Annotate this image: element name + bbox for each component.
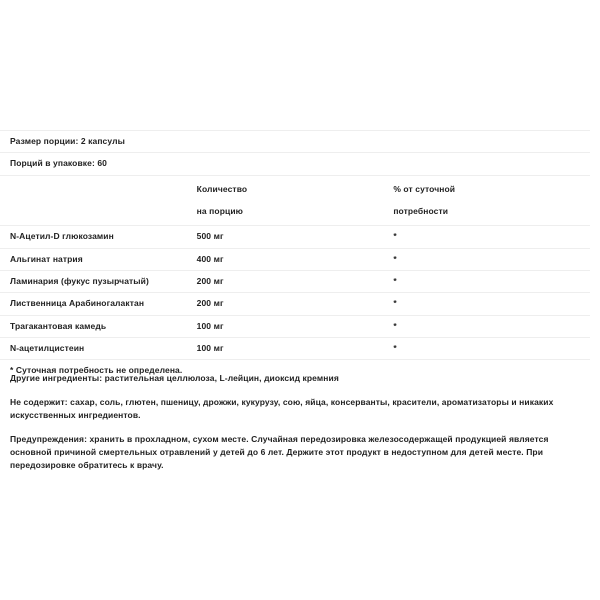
table-row	[0, 315, 590, 337]
serving-size-row	[0, 131, 590, 153]
column-header-daily-value	[393, 175, 590, 226]
ingredient-amount: 200 мг	[196, 276, 224, 287]
ingredient-name: Лиственница Арабиногалактан	[10, 298, 145, 309]
ingredient-daily-value: *	[393, 320, 397, 331]
ingredient-amount: 200 мг	[196, 298, 224, 309]
servings-per-container-text: Порций в упаковке: 60	[10, 158, 107, 169]
serving-size-text: Размер порции: 2 капсулы	[10, 136, 125, 146]
column-header-daily-value-line1: % от суточной	[393, 183, 456, 194]
product-notes	[10, 372, 590, 472]
warnings-text: Предупреждения: хранить в прохладном, сухом месте. Случайная передозировка железосодержащей продукцией является основной причиной смертельных отравлений у детей до 6 лет. Держите этот продукт в недоступном для детей месте. При передозировке обратитесь к врачу.	[10, 434, 549, 470]
table-row	[0, 293, 590, 315]
column-header-amount-line2: на порцию	[196, 206, 244, 217]
column-header-amount-line1: Количество	[196, 183, 248, 194]
ingredient-name: Альгинат натрия	[10, 253, 83, 264]
table-row	[0, 271, 590, 293]
supplement-facts-panel	[0, 130, 600, 382]
daily-value-footnote: * Суточная потребность не определена.	[10, 365, 183, 376]
ingredient-daily-value: *	[393, 253, 397, 264]
ingredient-amount: 400 мг	[196, 253, 224, 264]
ingredient-name: Ламинария (фукус пузырчатый)	[10, 276, 149, 287]
servings-per-container-row	[0, 153, 590, 175]
column-header-amount	[197, 175, 394, 226]
table-row	[0, 338, 590, 360]
ingredient-amount: 100 мг	[196, 343, 224, 354]
ingredient-name: N-Ацетил-D глюкозамин	[10, 231, 114, 242]
table-header-row	[0, 175, 590, 226]
table-row	[0, 248, 590, 270]
ingredient-amount: 500 мг	[196, 231, 224, 242]
other-ingredients-text: Другие ингредиенты: растительная целлюлоза, L-лейцин, диоксид кремния	[10, 373, 339, 383]
free-from-text: Не содержит: сахар, соль, глютен, пшеницу, дрожжи, кукурузу, сою, яйца, консерванты, красители, ароматизаторы и никаких искусственных ингредиентов.	[10, 397, 554, 420]
column-header-name	[0, 175, 197, 226]
ingredient-amount: 100 мг	[196, 320, 224, 331]
table-row	[0, 226, 590, 248]
ingredient-daily-value: *	[393, 276, 397, 287]
ingredient-daily-value: *	[393, 343, 397, 354]
supplement-facts-table	[0, 130, 590, 382]
ingredient-daily-value: *	[393, 298, 397, 309]
column-header-daily-value-line2: потребности	[393, 206, 449, 217]
ingredient-name: Трагакантовая камедь	[10, 320, 107, 331]
ingredient-name: N-ацетилцистеин	[10, 343, 85, 354]
ingredient-daily-value: *	[393, 231, 397, 242]
